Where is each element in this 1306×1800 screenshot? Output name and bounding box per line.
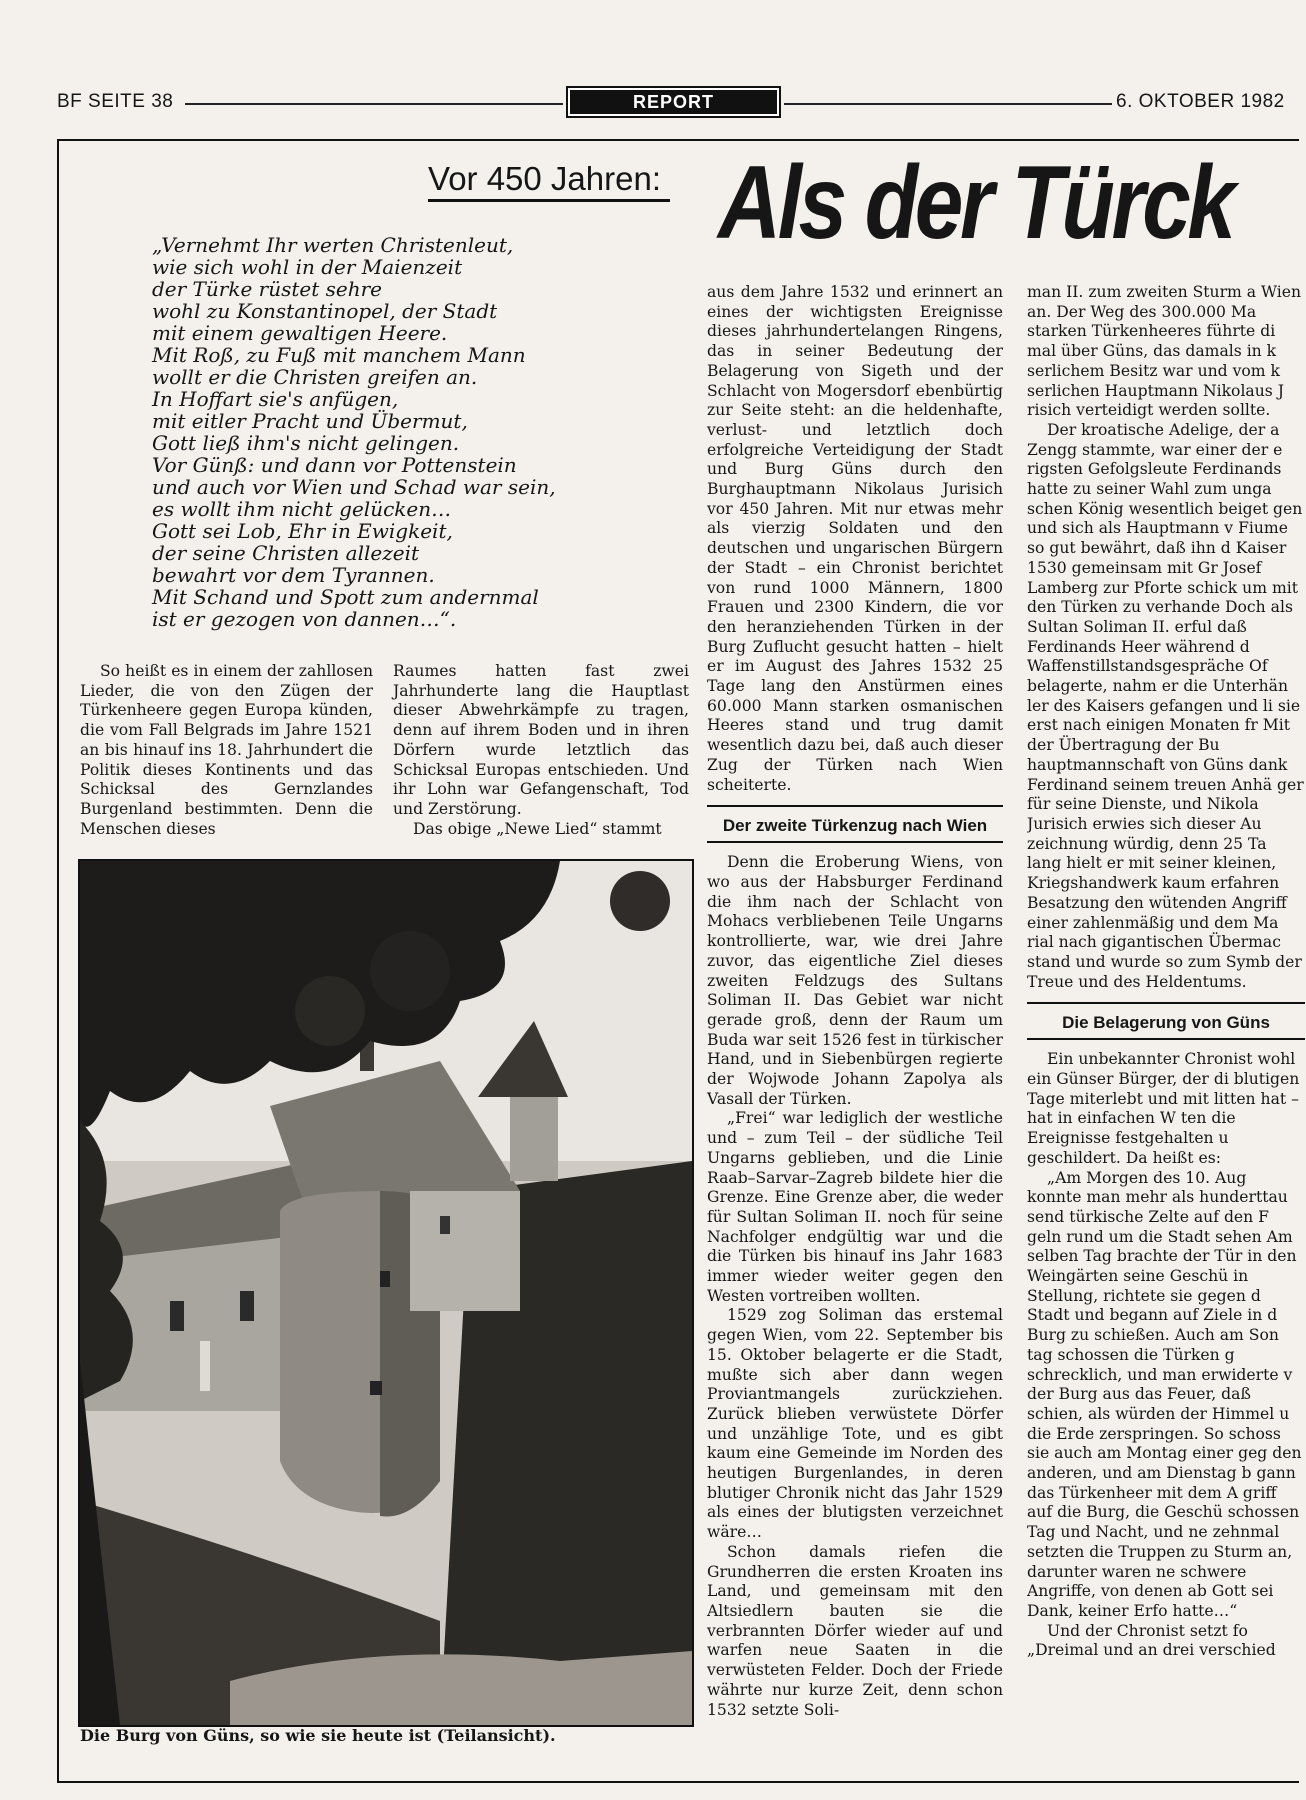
paragraph: Und der Chronist setzt fo „Dreimal und an drei verschied: [1027, 1621, 1276, 1660]
paragraph: Raumes hatten fast zwei Jahrhunderte lang die Hauptlast dieser Abwehrkämpfe zu tragen, denn auf ihrem Boden und in ihren Dörfern wurde letztlich das Schicksal Europas entschieden. Und ihr Lohn war Gefangenschaft, Tod und Zerstörung.: [393, 662, 689, 818]
paragraph: So heißt es in einem der zahllosen Lieder, die von den Zügen der Türkenheere gegen Europa künden, die vom Fall Belgrads im Jahre 1521 an bis hinauf ins 18. Jahrhundert die Politik dieses Kontinents und das Schicksal des Gernzlandes Burgenland bestimmten. Denn die Menschen dieses: [80, 662, 373, 838]
poem-line: mit eitler Pracht und Übermut,: [152, 409, 468, 433]
paragraph: „Frei“ war lediglich der westliche und – zum Teil – der südliche Teil Ungarns geblieben, und die Linie Raab–Sarvar–Zagreb bildete hier die Grenze. Eine Grenze aber, die weder für Sultan Soliman II. noch für seine Nachfolger endgültig war und die die Türken bis hinauf ins Jahr 1683 immer wieder weiter gegen den Westen vortreiben wollten.: [707, 1109, 1003, 1305]
poem-line: Mit Schand und Spott zum andernmal: [152, 585, 539, 609]
poem-line: Mit Roß, zu Fuß mit manchem Mann: [152, 343, 526, 367]
paragraph: Schon damals riefen die Grundherren die ersten Kroaten ins Land, und gemeinsam mit den Altsiedlern bauten sie die verbrannten Dörfer wieder auf und warfen neue Saaten in die verwüsteten Felder. Doch der Friede währte nur kurze Zeit, denn schon 1532 setzte Soli-: [707, 1542, 1003, 1719]
paragraph: „Am Morgen des 10. Aug konnte man mehr als hunderttau send türkische Zelte auf den F geln rund um die Stadt sehen Am selben Tag brachte der Tür in den Weingärten seine Geschü in Stellung, richtete sie gegen d Stadt und begann auf Ziele in d Burg zu schießen. Auch am Son tag schossen die Türken g schrecklich, und man erwiderte v der Burg aus das Feuer, daß schien, als würden der Himmel u die Erde zerspringen. So schoss sie auch am Montag einer geg den anderen, und am Dienstag b gann das Türkenheer mit dem A griff auf die Burg, die Geschü schossen Tag und Nacht, und ne zehnmal setzten die Truppen zu Sturm an, darunter waren ne schwere Angriffe, von denen ab Gott sei Dank, keiner Erfo hatte…“: [1027, 1168, 1302, 1620]
poem-line: mit einem gewaltigen Heere.: [152, 321, 448, 345]
kicker-underline: [428, 199, 670, 202]
subheading-belagerung-guens: Die Belagerung von Güns: [1027, 1002, 1305, 1040]
paragraph: aus dem Jahre 1532 und erinnert an eines der wichtigsten Ereignisse dieses jahrhundertelangen Ringens, das in seiner Bedeutung der Belagerung von Sigeth und der Schlacht von Mogersdorf ebenbürtig zur Seite steht: an die heldenhafte, verlust- und letztlich doch erfolgreiche Verteidigung der Stadt und Burg Güns durch den Burghauptmann Nikolaus Jurisich vor 450 Jahren. Mit nur etwas mehr als vierzig Soldaten und den deutschen und ungarischen Bürgern der Stadt – ein Chronist berichtet von rund 1000 Männern, 1800 Frauen und 2300 Kindern, die vor den heranziehenden Türken in der Burg Zuflucht gesucht hatten – hielt er im August des Jahres 1532 25 Tage lang den Anstürmen eines 60.000 Mann starken osmanischen Heeres stand und trug damit wesentlich dazu bei, daß auch dieser Zug der Türken nach Wien scheiterte.: [707, 283, 1003, 794]
page-number: BF SEITE 38: [57, 91, 174, 112]
poem-line: wie sich wohl in der Maienzeit: [152, 255, 463, 279]
column-1: [80, 662, 373, 839]
paragraph: Ein unbekannter Chronist wohl ein Günser Bürger, der di blutigen Tage miterlebt und mit litten hat – hat in einfachen W ten die Ereignisse festgehalten u geschildert. Da heißt es:: [1027, 1050, 1300, 1167]
poem-line: der seine Christen allezeit: [152, 541, 420, 565]
paragraph: man II. zum zweiten Sturm a Wien an. Der Weg des 300.000 Ma starken Türkenheeres führte di mal über Güns, das damals in k serlichem Besitz war und vom k serlichen Hauptmann Nikolaus J risich verteidigt werden sollte.: [1027, 283, 1302, 420]
poem-line: wohl zu Konstantinopel, der Stadt: [152, 299, 498, 323]
poem-line: wollt er die Christen greifen an.: [152, 365, 478, 389]
issue-date: 6. OKTOBER 1982: [1116, 91, 1285, 112]
castle-photo: [78, 859, 694, 1727]
poem-line: In Hoffart sie's anfügen,: [152, 387, 399, 411]
subheading-zweiter-tuerkenzug: Der zweite Türkenzug nach Wien: [707, 805, 1003, 843]
header-rule-right: [784, 103, 1112, 105]
poem-line: der Türke rüstet sehre: [152, 277, 382, 301]
paragraph: Das obige „Newe Lied“ stammt: [413, 819, 662, 838]
column-4: [1027, 283, 1305, 1763]
section-badge: [566, 86, 781, 118]
column-3: [707, 283, 1003, 1720]
paragraph: Der kroatische Adelige, der a Zengg stammte, war einer der e rigsten Gefolgsleute Ferdinands hatte zu seiner Wahl zum unga schen König wesentlich beiget gen und sich als Hauptmann v Fiume so gut bewährt, daß ihn d Kaiser 1530 gemeinsam mit Gr Josef Lamberg zur Pforte schick um mit den Türken zu verhande Doch als Sultan Soliman II. erful daß Ferdinands Heer während d Waffenstillstandsgespräche Of belagerte, nahm er die Unterhän ler des Kaisers gefangen und li sie erst nach einigen Monaten fr Mit der Übertragung der Bu hauptmannschaft von Güns dank Ferdinand seinem treuen Anhä ger für seine Dienste, und Nikola Jurisich erwies sich dieser Au zeichnung würdig, denn 25 Ta lang hielt er mit seiner kleinen, Kriegshandwerk kaum erfahren Besatzung den wütenden Angriff einer zahlenmäßig und dem Ma rial nach gigantischen Übermac stand und wurde so zum Symb der Treue und des Heldentums.: [1027, 420, 1304, 991]
paragraph: 1529 zog Soliman das erstemal gegen Wien, vom 22. September bis 15. Oktober belagerte er die Stadt, mußte sich aber dann wegen Proviantmangels zurückziehen. Zurück blieben verwüstete Dörfer und unzählige Tote, und es gibt kaum eine Gemeinde im Norden des heutigen Burgenlandes, in deren blutiger Chronik nicht das Jahr 1529 als eines der blutigsten verzeichnet wäre…: [707, 1306, 1003, 1542]
section-label: REPORT: [570, 90, 777, 114]
poem-line: und auch vor Wien und Schad war sein,: [152, 475, 556, 499]
poem-line: „Vernehmt Ihr werten Christenleut,: [152, 233, 514, 257]
kicker: Vor 450 Jahren:: [428, 160, 661, 197]
photo-caption: Die Burg von Güns, so wie sie heute ist (Teilansicht).: [80, 1726, 556, 1745]
poem-line: Vor Günß: und dann vor Pottenstein: [152, 453, 517, 477]
poem-line: es wollt ihm nicht gelücken…: [152, 497, 452, 521]
paragraph: Denn die Eroberung Wiens, von wo aus der Habsburger Ferdinand die ihm nach der Schlacht von Mohacs verbliebenen Teile Ungarns kontrollierte, war, wie drei Jahre zuvor, das eigentliche Ziel dieses zweiten Feldzugs des Sultans Soliman II. Das Gebiet war nicht gerade groß, denn der Raum um Buda war seit 1526 fest in türkischer Hand, und in Siebenbürgen regierte der Wojwode Johann Zapolya als Vasall der Türken.: [707, 853, 1003, 1108]
poem-line: bewahrt vor dem Tyrannen.: [152, 563, 435, 587]
castle-illustration: [80, 861, 692, 1725]
poem-line: ist er gezogen von dannen…“.: [152, 607, 457, 631]
header-rule-left: [185, 103, 563, 105]
headline: Als der Türck: [718, 145, 1233, 261]
column-2: [393, 662, 689, 839]
poem-line: Gott ließ ihm's nicht gelingen.: [152, 431, 460, 455]
poem: [152, 234, 556, 630]
poem-line: Gott sei Lob, Ehr in Ewigkeit,: [152, 519, 453, 543]
